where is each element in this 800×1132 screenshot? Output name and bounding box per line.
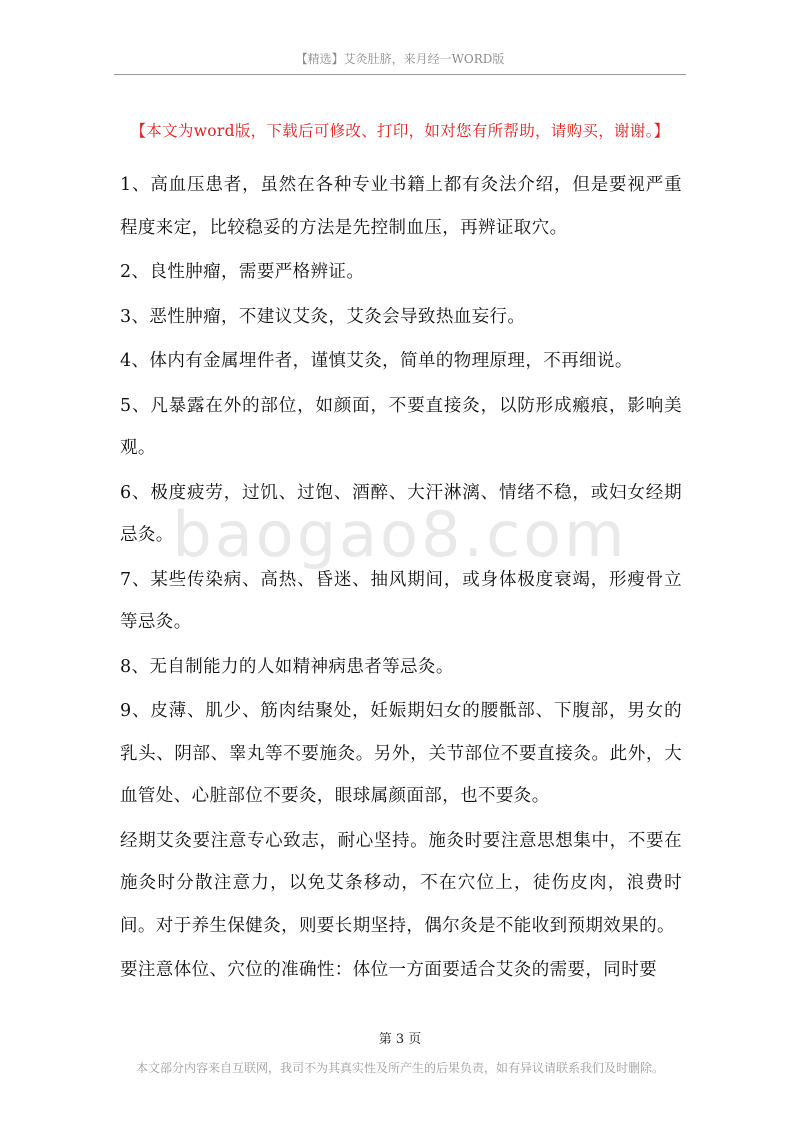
paragraph: 6、极度疲劳，过饥、过饱、酒醉、大汗淋漓、情绪不稳，或妇女经期忌灸。 <box>120 482 682 545</box>
paragraph: 5、凡暴露在外的部位，如颜面，不要直接灸，以防形成瘢痕，影响美观。 <box>120 395 682 458</box>
paragraph: 1、高血压患者，虽然在各种专业书籍上都有灸法介绍，但是要视严重程度来定，比较稳妥的方法是先控制血压，再辨证取穴。 <box>120 175 682 238</box>
paragraph: 4、体内有金属埋件者，谨慎艾灸，简单的物理原理，不再细说。 <box>120 351 633 371</box>
paragraph: 8、无自制能力的人如精神病患者等忌灸。 <box>120 656 454 677</box>
page-footer: 本文部分内容来自互联网，我司不为其真实性及所产生的后果负责，如有异议请联系我们及时删除。 <box>135 1061 664 1075</box>
header-divider <box>114 74 686 75</box>
paragraph: 9、皮薄、肌少、筋肉结聚处，妊娠期妇女的腰骶部、下腹部，男女的乳头、阴部、睾丸等不要施灸。另外，关节部位不要直接灸。此外，大血管处、心脏部位不要灸，眼球属颜面部，也不要灸。 <box>120 701 682 806</box>
paragraph: 7、某些传染病、高热、昏迷、抽风期间，或身体极度衰竭，形瘦骨立等忌灸。 <box>120 569 682 632</box>
page-header: 【精选】艾灸肚脐，来月经一WORD版 <box>295 52 505 66</box>
document-body <box>120 164 682 994</box>
paragraph: 要注意体位、穴位的准确性：体位一方面要适合艾灸的需要，同时要 <box>120 960 657 980</box>
paragraph: 经期艾灸要注意专心致志，耐心坚持。施灸时要注意思想集中，不要在施灸时分散注意力，以免艾条移动，不在穴位上，徒伤皮肉，浪费时间。对于养生保健灸，则要长期坚持，偶尔灸是不能收到预期效果的。 <box>120 830 682 936</box>
paragraph: 2、良性肿瘤，需要严格辨证。 <box>120 262 365 282</box>
watermark: baogao8.com <box>172 498 628 571</box>
paragraph: 3、恶性肿瘤，不建议艾灸，艾灸会导致热血妄行。 <box>120 306 526 327</box>
page-number: 第 3 页 <box>378 1032 422 1047</box>
document-notice: 【本文为word版，下载后可修改、打印，如对您有所帮助，请购买，谢谢。】 <box>130 122 670 140</box>
